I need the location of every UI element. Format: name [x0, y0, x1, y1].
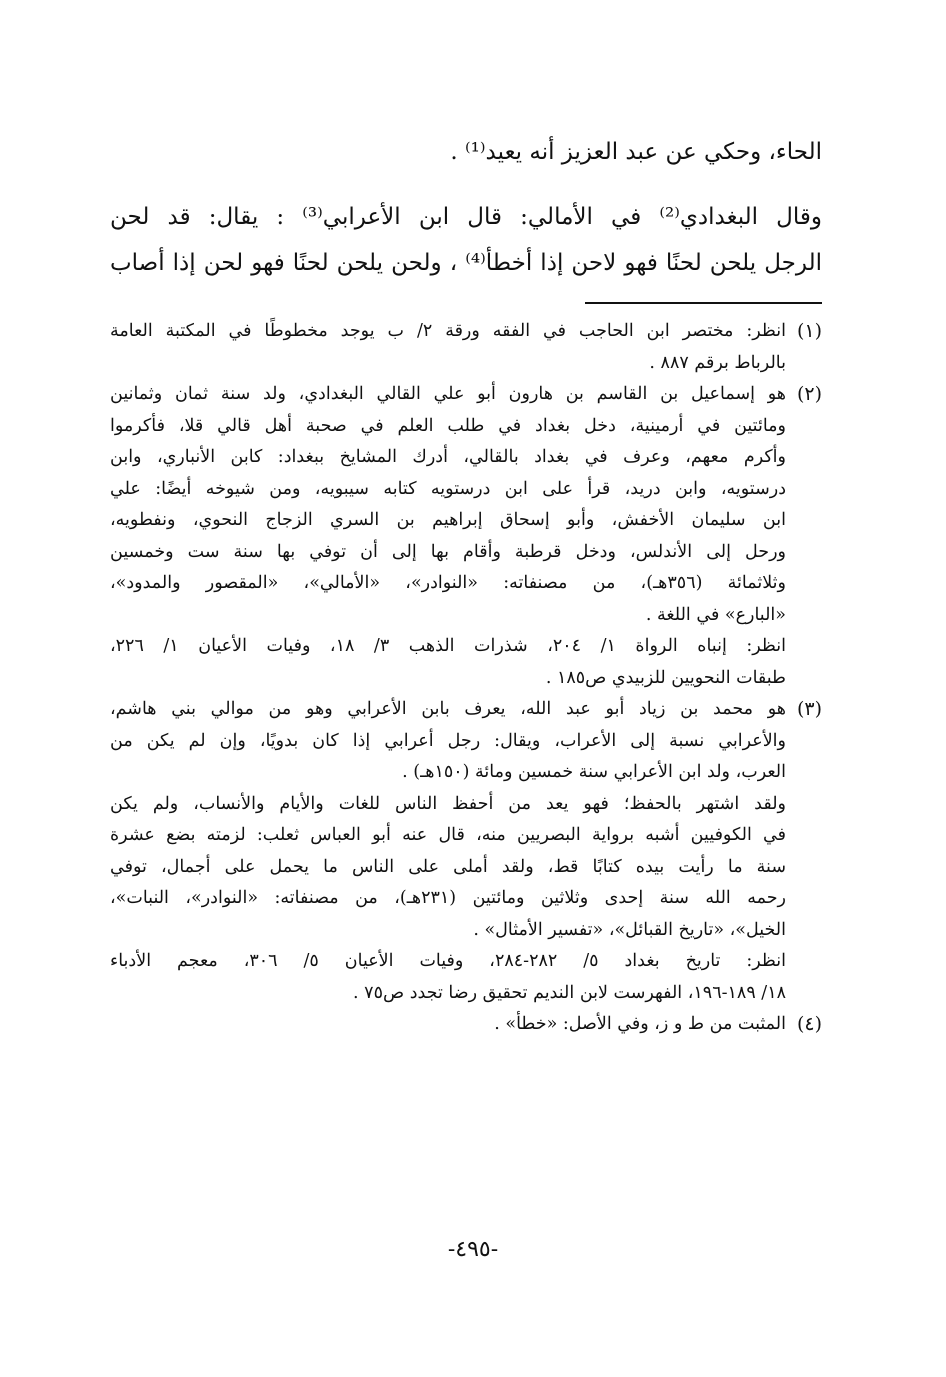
footnote-4: [110, 1009, 822, 1041]
footnote-line: وثلاثمائة (٣٥٦هـ)، من مصنفاته: «النوادر»، «الأمالي»، «المقصور والمدود»،: [110, 573, 786, 593]
footnote-line: الخيل»، «تاريخ القبائل»، «تفسير الأمثال» .: [473, 919, 786, 940]
footnote-line: درستويه، وابن دريد، قرأ على ابن درستويه كتابه سيبويه، ومن شيوخه أيضًا: علي: [110, 478, 786, 499]
footnote-line: بالرباط برقم ٨٨٧ .: [649, 352, 786, 373]
footnote-line: ولقد اشتهر بالحفظ؛ فهو يعد من أحفظ الناس للغات والأيام والأنساب، ولم يكن: [110, 793, 786, 814]
footnote-line: ورحل إلى الأندلس، ودخل قرطبة وأقام بها إلى أن توفي بها سنة ست وخمسين: [110, 541, 786, 562]
footnote-line: هو محمد بن زياد أبو عبد الله، يعرف بابن الأعرابي وهو من موالي بني هاشم،: [110, 699, 786, 719]
footnote-line: ومائتين في أرمينية، دخل بغداد في طلب العلم في صحبة أهل قالي قلا، فأكرموا: [110, 415, 786, 436]
footnote-line: والأعرابي نسبة إلى الأعراب، ويقال: رجل أعرابي إذا كان بدويًا، وإن لم يكن من: [110, 730, 786, 751]
footnote-line: ابن سليمان الأخفش، وأبو إسحاق إبراهيم بن السري الزجاج النحوي، ونفطويه،: [110, 510, 786, 530]
page-number: -٤٩٥-: [447, 1237, 499, 1262]
footnote-line: ١٨/ ١٨٩-١٩٦، الفهرست لابن النديم تحقيق رضا تجدد ص٧٥ .: [353, 982, 786, 1003]
footnote-line: انظر: مختصر ابن الحاجب في الفقه ورقة ٢/ ب يوجد مخطوطًا في المكتبة العامة: [110, 321, 786, 341]
footnote-line: انظر: إنباه الرواة ١/ ٢٠٤، شذرات الذهب ٣/ ١٨، وفيات الأعيان ١/ ٢٢٦،: [110, 636, 786, 656]
footnote-line: في الكوفيين أشبه برواية البصريين منه، قال عنه أبو العباس ثعلب: لزمته بضع عشرة: [110, 825, 786, 845]
footnote-line: سنة ما رأيت بيده كتابًا قط، ولقد أملى على الناس ما يحمل على أجمال، توفي: [110, 856, 786, 877]
footnote-line: انظر: تاريخ بغداد ٥/ ٢٨٢-٢٨٤، وفيات الأعيان ٥/ ٣٠٦، معجم الأدباء: [110, 951, 786, 971]
footnote-line: طبقات النحويين للزبيدي ص١٨٥ .: [545, 667, 786, 688]
footnote-number: (٤): [796, 1013, 822, 1035]
footnote-separator: [585, 302, 822, 304]
body-line-3: الرجل يلحن لحنًا فهو لاحن إذا أخطأ⁽⁴⁾ ، ولحن يلحن لحنًا فهو لحن إذا أصاب: [110, 250, 822, 276]
body-line-1: الحاء، وحكي عن عبد العزيز أنه يعيد⁽¹⁾ .: [450, 139, 822, 165]
footnote-line: العرب، ولد ابن الأعرابي سنة خمسين ومائة (١٥٠هـ) .: [402, 762, 786, 782]
footnote-line: «البارع» في اللغة .: [645, 604, 786, 625]
footnote-number: (٢): [796, 383, 822, 405]
footnote-line: رحمه الله سنة إحدى وثلاثين ومائتين (٢٣١هـ)، من مصنفاته: «النوادر»، النبات»،: [110, 888, 786, 908]
footnote-3: [110, 694, 822, 1009]
footnotes: [110, 316, 822, 1041]
footnote-line: هو إسماعيل بن القاسم بن هارون أبو علي القالي البغدادي، ولد سنة ثمان وثمانين: [110, 384, 786, 404]
body-line-2: وقال البغدادي⁽²⁾ في الأمالي: قال ابن الأعرابي⁽³⁾ : يقال: قد لحن: [110, 204, 823, 230]
footnote-2: [110, 379, 822, 694]
footnote-line: المثبت من ط و ز، وفي الأصل: «خطأ» .: [494, 1014, 786, 1034]
footnote-number: (٣): [796, 698, 822, 720]
footnote-number: (١): [796, 320, 822, 342]
footnote-1: [110, 316, 822, 379]
footnote-line: وأكرم معهم، وعرف في بغداد بالقالي، أدرك المشايخ ببغداد: كابن الأنباري، وابن: [110, 447, 786, 467]
